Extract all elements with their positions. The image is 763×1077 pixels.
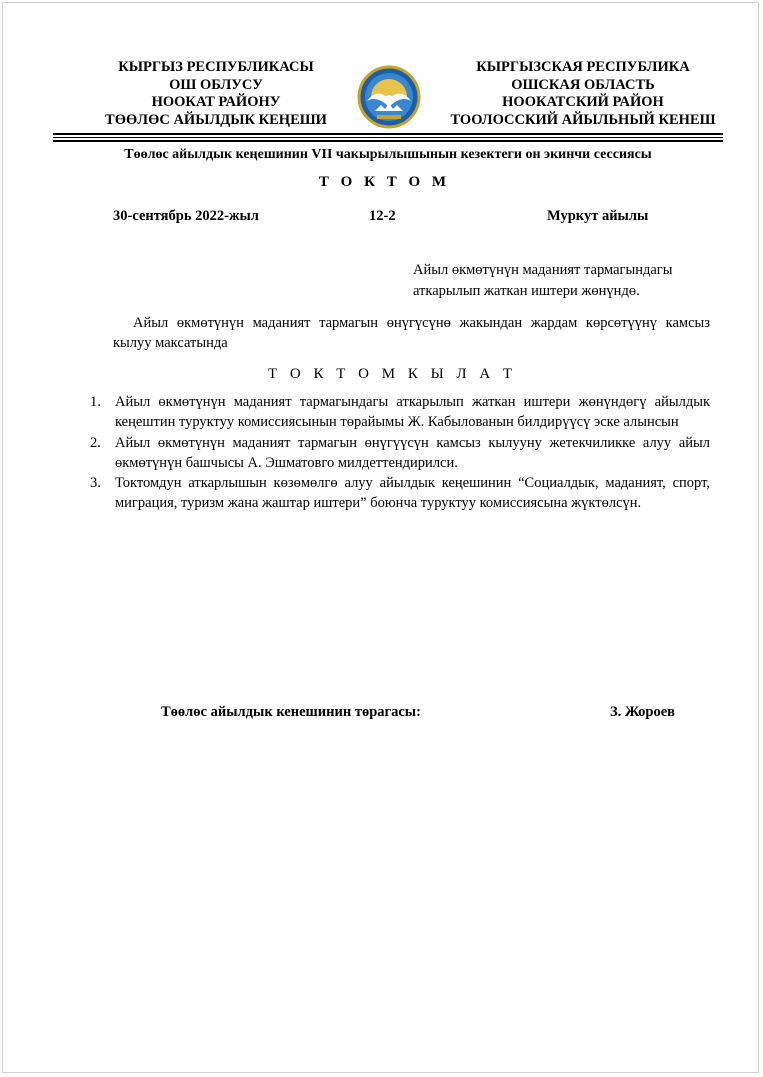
subject-line: аткарылып жаткан иштери жөнүндө. [413,283,640,299]
document-date: 30-сентябрь 2022-жыл [113,208,259,224]
header-left-kyrgyz [81,59,351,129]
item-number: 3. [90,475,101,492]
header-divider [53,137,723,138]
header-right-line: ТООЛОССКИЙ АЙЫЛЬНЫЙ КЕНЕШ [450,111,716,128]
header-right-russian [443,59,723,129]
item-text: Айыл өкмөтүнүн маданият тармагын өнүгүүсүн камсыз кылууну жетекчиликке алуу айыл өкмөтүнүн башчысы А. Эшматовго милдеттендирилси. [115,434,710,471]
document-number: 12-2 [369,208,396,224]
header-left-line: КЫРГЫЗ РЕСПУБЛИКАСЫ [118,59,314,75]
resolve-heading: Т О К Т О М К Ы Л А Т [268,366,517,382]
kyrgyz-state-emblem-icon [355,65,423,129]
list-item [87,433,710,474]
item-text: Токтомдун аткарлышын көзөмөлгө алуу айылдык кеңешинин “Социалдык, маданият, спорт, миграция, туризм жана жаштар иштери” боюнча туруктуу комиссиясына жүктөлсүн. [115,475,710,512]
document-place: Муркут айылы [547,208,649,224]
header-divider [53,140,723,142]
resolution-items [87,392,710,514]
list-item [87,392,710,433]
header-right-line: НООКАТСКИЙ РАЙОН [502,94,664,110]
document-title: Т О К Т О М [318,174,451,190]
header-left-line: НООКАТ РАЙОНУ [151,94,281,110]
subject-line: Айыл өкмөтүнүн маданият тармагындагы [413,262,673,278]
header-right-line: КЫРГЫЗСКАЯ РЕСПУБЛИКА [476,59,690,75]
session-title: Төөлөс айылдык кеңешинин VII чакырылышынын кезектеги он экинчи сессиясы [124,147,652,162]
signature-name: З. Жороев [610,704,675,720]
signature-title: Төөлөс айылдык кенешинин төрагасы: [161,704,421,720]
header-left-line: ТӨӨЛӨС АЙЫЛДЫК КЕҢЕШИ [105,111,327,128]
item-number: 2. [90,434,101,451]
document-subject [413,260,733,302]
header-right-line: ОШСКАЯ ОБЛАСТЬ [511,76,655,93]
item-number: 1. [90,394,101,410]
header-divider [53,133,723,135]
preamble: Айыл өкмөтүнүн маданият тармагын өнүгүсүнө жакындан жардам көрсөтүүнү камсыз кылуу максатында [113,315,710,351]
document-page [2,2,759,1073]
item-text: Айыл өкмөтүнүн маданият тармагындагы аткарылып жаткан иштери жөнүндөгү айылдык кеңештин туруктуу комиссиясынын төрайымы Ж. Кабылованын билдирүүсү эске алынсын [115,394,710,431]
list-item [87,473,710,514]
header-left-line: ОШ ОБЛУСУ [169,76,263,93]
